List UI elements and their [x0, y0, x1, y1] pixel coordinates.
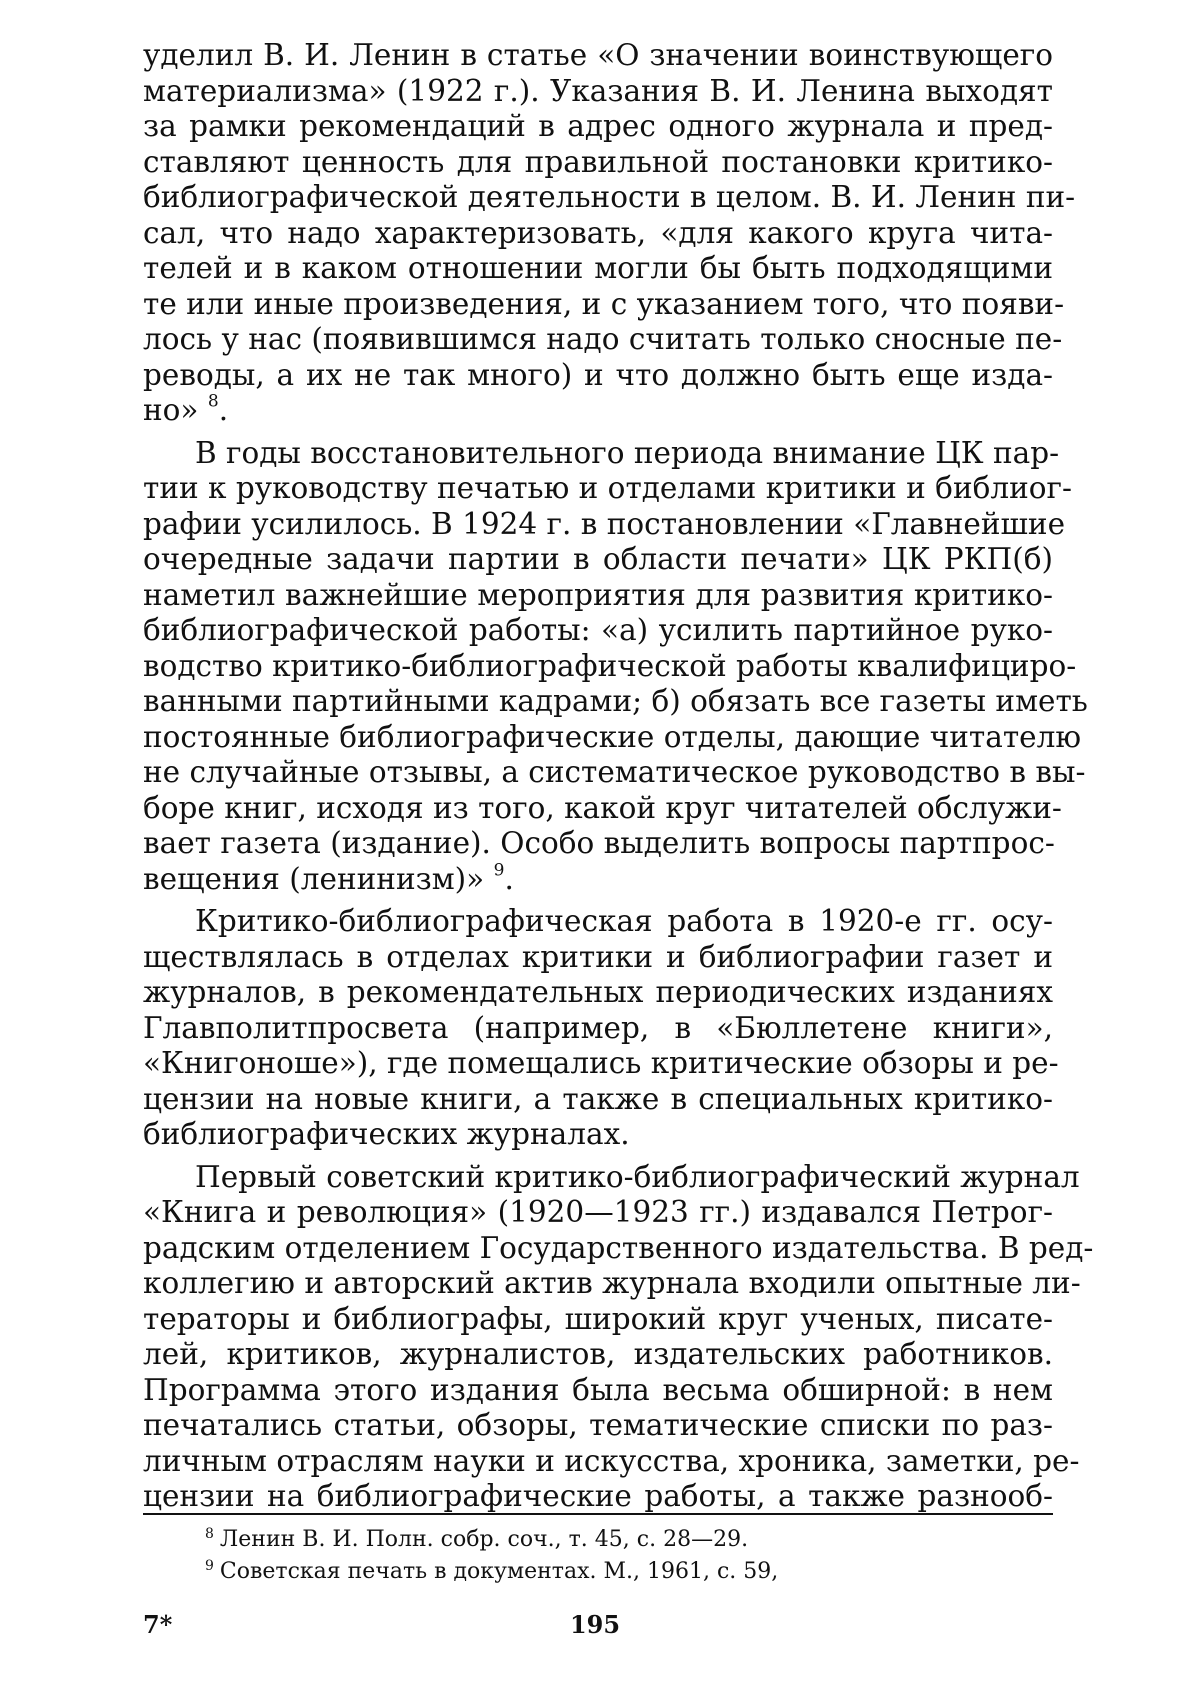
footnote-ref: 8 — [205, 1525, 214, 1542]
text-line: библиографической работы: «а) усилить партийное руко- — [143, 613, 1053, 647]
text-line: тии к руководству печатью и отделами критики и библиог- — [143, 471, 1072, 505]
text-line: ставляют ценность для правильной постановки критико- — [143, 144, 1053, 179]
text-line: вает газета (издание). Особо выделить вопросы партпрос- — [143, 826, 1055, 860]
text-line: за рамки рекомендаций в адрес одного журнала и пред- — [143, 109, 1053, 143]
text-line: наметил важнейшие мероприятия для развития критико- — [143, 577, 1053, 612]
footnote — [205, 1524, 778, 1556]
text-line: коллегию и авторский актив журнала входили опытные ли- — [143, 1266, 1081, 1300]
text-line: уделил В. И. Ленин в статье «О значении воинствующего — [143, 38, 1053, 72]
text-line-content: но» — [143, 393, 199, 427]
page-number: 195 — [569, 1610, 621, 1639]
footnote-separator — [143, 1513, 1053, 1515]
text-line: печатались статьи, обзоры, тематические списки по раз- — [143, 1408, 1053, 1442]
text-line: лось у нас (появившимся надо считать только сносные пе- — [143, 322, 1063, 356]
paragraph — [143, 435, 1088, 898]
text-line: личным отраслям науки и искусства, хроника, заметки, ре- — [143, 1443, 1080, 1478]
text-line: радским отделением Государственного издательства. В ред- — [143, 1230, 1094, 1265]
text-line-content: вещения (ленинизм)» — [143, 861, 485, 896]
footnote-text: Ленин В. И. Полн. собр. соч., т. 45, с. 28—29. — [219, 1527, 749, 1552]
text-line: ванными партийными кадрами; б) обязать все газеты иметь — [143, 684, 1088, 718]
text-line: Критико-библиографическая работа в 1920-е гг. осу- — [195, 904, 1053, 938]
text-line: библиографических журналах. — [143, 1117, 630, 1151]
text-line: Первый советский критико-библиографический журнал — [195, 1159, 1080, 1194]
text-line: реводы, а их не так много) и что должно быть еще изда- — [143, 357, 1053, 392]
footnote-marker: 8 — [207, 391, 219, 412]
text-line: журналов, в рекомендательных периодических изданиях — [143, 975, 1053, 1009]
text-line: те или иные произведения, и с указанием того, что появи- — [143, 286, 1065, 321]
text-line: не случайные отзывы, а систематическое руководство в вы- — [143, 755, 1086, 789]
text-line: рафии усилилось. В 1924 г. в постановлении «Главнейшие — [143, 506, 1066, 541]
text-line: «Книгоноше»), где помещались критические обзоры и ре- — [143, 1046, 1059, 1080]
page-body — [143, 38, 1094, 1522]
text-line: ществлялась в отделах критики и библиографии газет и — [143, 939, 1053, 974]
footnote-text: Советская печать в документах. М., 1961, с. 59, — [219, 1559, 779, 1584]
text-line: боре книг, исходя из того, какой круг читателей обслужи- — [143, 790, 1062, 825]
text-line: сал, что надо характеризовать, «для какого круга чита- — [143, 215, 1053, 250]
text-line: библиографической деятельности в целом. В. И. Ленин пи- — [143, 180, 1076, 214]
footnotes — [205, 1524, 778, 1588]
text-line: очередные задачи партии в области печати» ЦК РКП(б) — [143, 542, 1053, 576]
text-line — [143, 393, 1053, 429]
text-line: материализма» (1922 г.). Указания В. И. Ленина выходят — [143, 73, 1053, 108]
text-line: Программа этого издания была весьма обширной: в нем — [143, 1372, 1053, 1407]
line-tail: . — [504, 861, 514, 896]
text-line: В годы восстановительного периода внимание ЦК пар- — [195, 435, 1060, 470]
text-line: водство критико-библиографической работы квалифициро- — [143, 648, 1077, 683]
paragraph — [143, 38, 1076, 429]
paragraph — [143, 1159, 1094, 1515]
footnote-ref: 9 — [205, 1557, 214, 1574]
line-tail: . — [218, 393, 229, 427]
text-line: Главполитпросвета (например, в «Бюллетене книги», — [143, 1010, 1053, 1045]
text-line — [143, 859, 1053, 898]
text-line: лей, критиков, журналистов, издательских работников. — [143, 1337, 1053, 1371]
text-line: «Книга и революция» (1920—1923 гг.) издавался Петрог- — [143, 1195, 1053, 1229]
text-line: цензии на библиографические работы, а также разнооб- — [143, 1479, 1053, 1513]
text-line: тераторы и библиографы, широкий круг ученых, писате- — [143, 1301, 1053, 1336]
paragraph — [143, 904, 1059, 1153]
text-line: цензии на новые книги, а также в специальных критико- — [143, 1081, 1053, 1116]
text-line: постоянные библиографические отделы, дающие читателю — [143, 719, 1082, 754]
footnote — [205, 1556, 778, 1588]
footnote-marker: 9 — [493, 859, 505, 880]
text-line: телей и в каком отношении могли бы быть подходящими — [143, 251, 1053, 285]
printer-signature-mark: 7* — [143, 1610, 173, 1639]
